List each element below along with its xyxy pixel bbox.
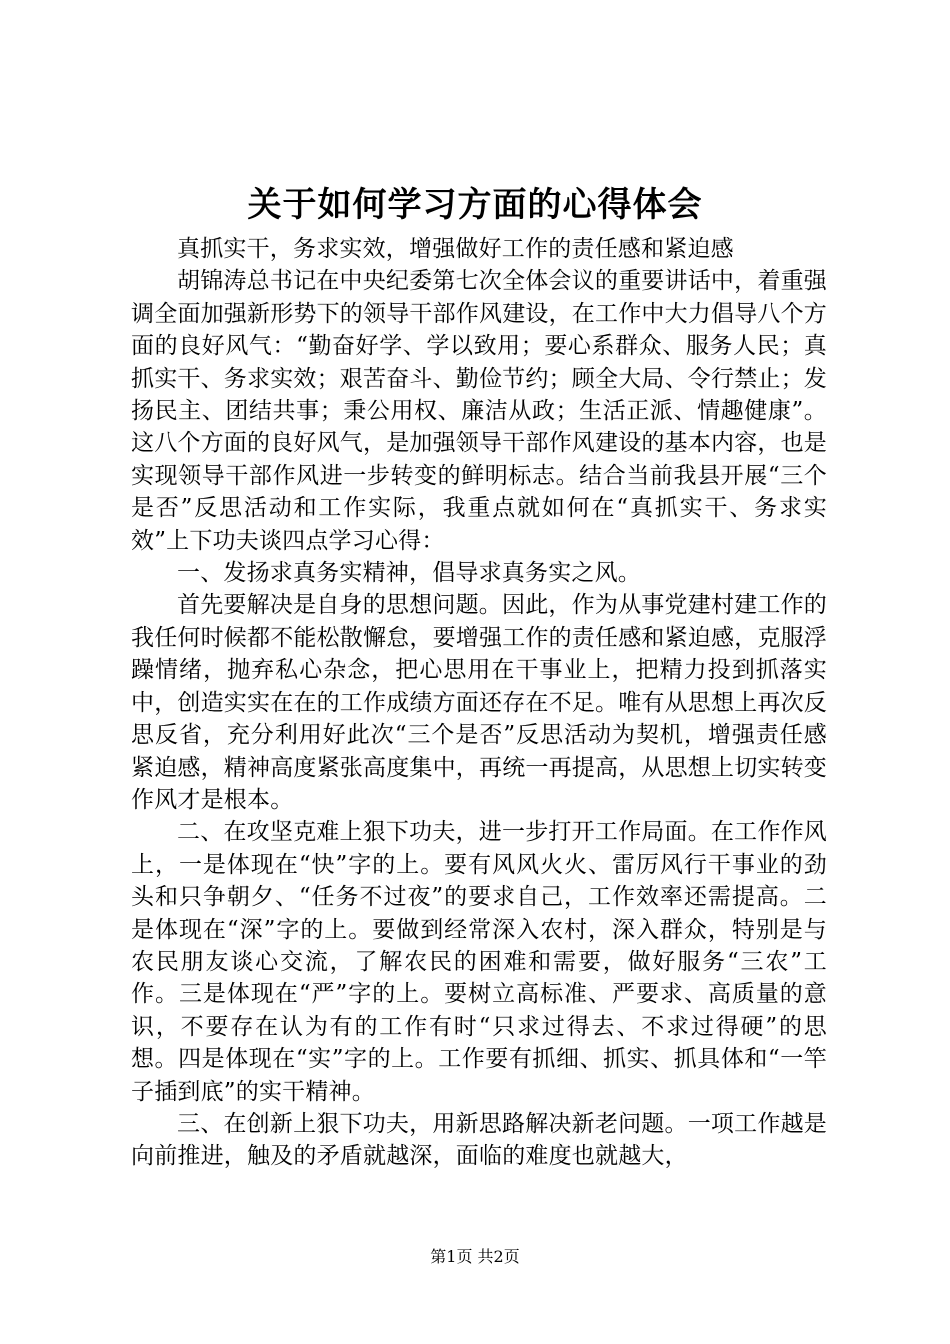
section-paragraph-3: 三、在创新上狠下功夫，用新思路解决新老问题。一项工作越是向前推进，触及的矛盾就越深，面临的难度也就越大， xyxy=(131,1110,827,1170)
subtitle-paragraph: 真抓实干，务求实效，增强做好工作的责任感和紧迫感 xyxy=(177,236,734,262)
page-number-footer: 第1页 共2页 xyxy=(430,1247,520,1266)
body-paragraph: 胡锦涛总书记在中央纪委第七次全体会议的重要讲话中，着重强调全面加强新形势下的领导干部作风建设，在工作中大力倡导八个方面的良好风气：“勤奋好学、学以致用；要心系群众、服务人民；真抓实干、务求实效；艰苦奋斗、勤俭节约；顾全大局、令行禁止；发扬民主、团结共事；秉公用权、廉洁从政；生活正派、情趣健康”。这八个方面的良好风气，是加强领导干部作风建设的基本内容，也是实现领导干部作风进一步转变的鲜明标志。结合当前我县开展“三个是否”反思活动和工作实际，我重点就如何在“真抓实干、务求实效”上下功夫谈四点学习心得： xyxy=(131,268,827,554)
body-paragraph: 首先要解决是自身的思想问题。因此，作为从事党建村建工作的我任何时候都不能松散懈怠，要增强工作的责任感和紧迫感，克服浮躁情绪，抛弃私心杂念，把心思用在干事业上，把精力投到抓落实中，创造实实在在的工作成绩方面还存在不足。唯有从思想上再次反思反省，充分利用好此次“三个是否”反思活动为契机，增强责任感紧迫感，精神高度紧张高度集中，再统一再提高，从思想上切实转变作风才是根本。 xyxy=(131,592,827,813)
document-title: 关于如何学习方面的心得体会 xyxy=(247,185,703,225)
document-body xyxy=(131,233,827,1173)
section-heading-1: 一、发扬求真务实精神，倡导求真务实之风。 xyxy=(177,560,641,587)
section-paragraph-2: 二、在攻坚克难上狠下功夫，进一步打开工作局面。在工作作风上，一是体现在“快”字的上。要有风风火火、雷厉风行干事业的劲头和只争朝夕、“任务不过夜”的要求自己，工作效率还需提高。二是体现在“深”字的上。要做到经常深入农村，深入群众，特别是与农民朋友谈心交流，了解农民的困难和需要，做好服务“三农”工作。三是体现在“严”字的上。要树立高标准、严要求、高质量的意识，不要存在认为有的工作有时“只求过得去、不求过得硬”的思想。四是体现在“实”字的上。工作要有抓细、抓实、抓具体和“一竿子插到底”的实干精神。 xyxy=(131,819,827,1105)
